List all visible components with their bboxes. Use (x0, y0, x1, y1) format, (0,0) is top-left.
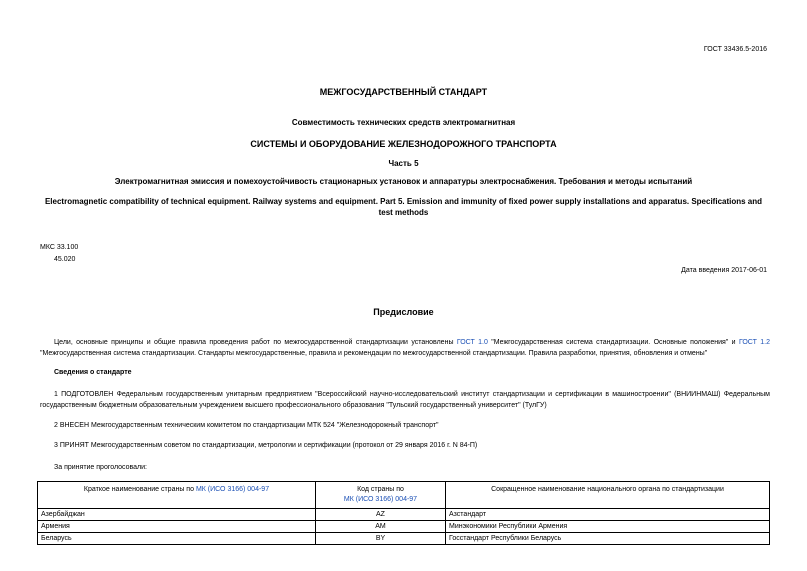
adopted-text: 3 ПРИНЯТ Межгосударственным советом по стандартизации, метрологии и сертификации (протокол от 29 января 2016 г. N 84-П) (54, 442, 478, 449)
code-cell: AM (316, 521, 446, 533)
code-cell: AZ (316, 509, 446, 521)
mk-iso-code-link[interactable]: МК (ИСО 3166) 004-97 (343, 496, 418, 503)
prepared-paragraph (40, 389, 770, 411)
preface-paragraph (40, 337, 770, 359)
info-heading-text: Сведения о стандарте (54, 369, 132, 376)
country-cell: Азербайджан (38, 509, 316, 521)
part-label: Часть 5 (388, 159, 419, 168)
prepared-text: 1 ПОДГОТОВЛЕН Федеральным государственным унитарным предприятием "Всероссийский научно-исследовательский институт стандартизации и сертификации в машиностроении" (ВНИИНМАШ) Федеральным государственным бюджетным образовательным учреждением высшего профессионального образования "Тульский государственный университет" (ТулГУ) (40, 391, 770, 409)
preface-text-b: "Межгосударственная система стандартизации. Основные положения" и (487, 339, 739, 346)
code-cell: BY (316, 533, 446, 545)
title-line-2: СИСТЕМЫ И ОБОРУДОВАНИЕ ЖЕЛЕЗНОДОРОЖНОГО ТРАНСПОРТА (250, 139, 557, 149)
info-heading (40, 367, 770, 378)
body-cell: Госстандарт Республики Беларусь (446, 533, 770, 545)
voted-paragraph (40, 462, 770, 473)
mks-code: МКС 33.100 (40, 244, 79, 251)
table-row (38, 521, 770, 533)
country-cell: Беларусь (38, 533, 316, 545)
table-row (38, 509, 770, 521)
header-country-name (38, 482, 316, 509)
table-header-row (38, 482, 770, 509)
preface-text-a: Цели, основные принципы и общие правила проведения работ по межгосударственной стандартизации установлены (54, 339, 457, 346)
preface-text-c: "Межгосударственная система стандартизации. Стандарты межгосударственные, правила и рекомендации по межгосударственной стандартизации. Правила разработки, принятия, обновления и отмены" (40, 350, 708, 357)
voted-text: За принятие проголосовали: (54, 464, 147, 471)
introduced-text: 2 ВНЕСЕН Межгосударственным техническим комитетом по стандартизации МТК 524 "Железнодорожный транспорт" (54, 422, 439, 429)
country-cell: Армения (38, 521, 316, 533)
adopted-paragraph (40, 440, 770, 451)
header-national-body: Сокращенное наименование национального органа по стандартизации (446, 482, 770, 509)
subtitle-ru: Электромагнитная эмиссия и помехоустойчивость стационарных установок и аппаратуры электроснабжения. Требования и методы испытаний (114, 177, 693, 186)
subtitle-en: Electromagnetic compatibility of technical equipment. Railway systems and equipment. Part 5. Emission and immunity of fixed power supply installations and apparatus. Specifications and test methods (44, 197, 763, 217)
preface-heading: Предисловие (373, 307, 434, 317)
body-cell: Азстандарт (446, 509, 770, 521)
table-row (38, 533, 770, 545)
introduction-date: Дата введения 2017-06-01 (681, 267, 767, 274)
mk-iso-link[interactable]: МК (ИСО 3166) 004-97 (195, 486, 270, 493)
title-line-1: Совместимость технических средств электромагнитная (291, 118, 516, 127)
introduced-paragraph (40, 420, 770, 431)
gost-1-0-link[interactable]: ГОСТ 1.0 (456, 339, 488, 346)
header-country-text: Краткое наименование страны по (83, 486, 196, 493)
gost-1-2-link[interactable]: ГОСТ 1.2 (738, 339, 770, 346)
body-cell: Минэкономики Республики Армения (446, 521, 770, 533)
standard-type: МЕЖГОСУДАРСТВЕННЫЙ СТАНДАРТ (319, 87, 488, 97)
header-code-text: Код страны по (357, 486, 404, 493)
document-code: ГОСТ 33436.5-2016 (703, 46, 767, 53)
voting-countries-table (37, 481, 770, 545)
mks-code-secondary: 45.020 (54, 256, 76, 263)
header-country-code (316, 482, 446, 509)
